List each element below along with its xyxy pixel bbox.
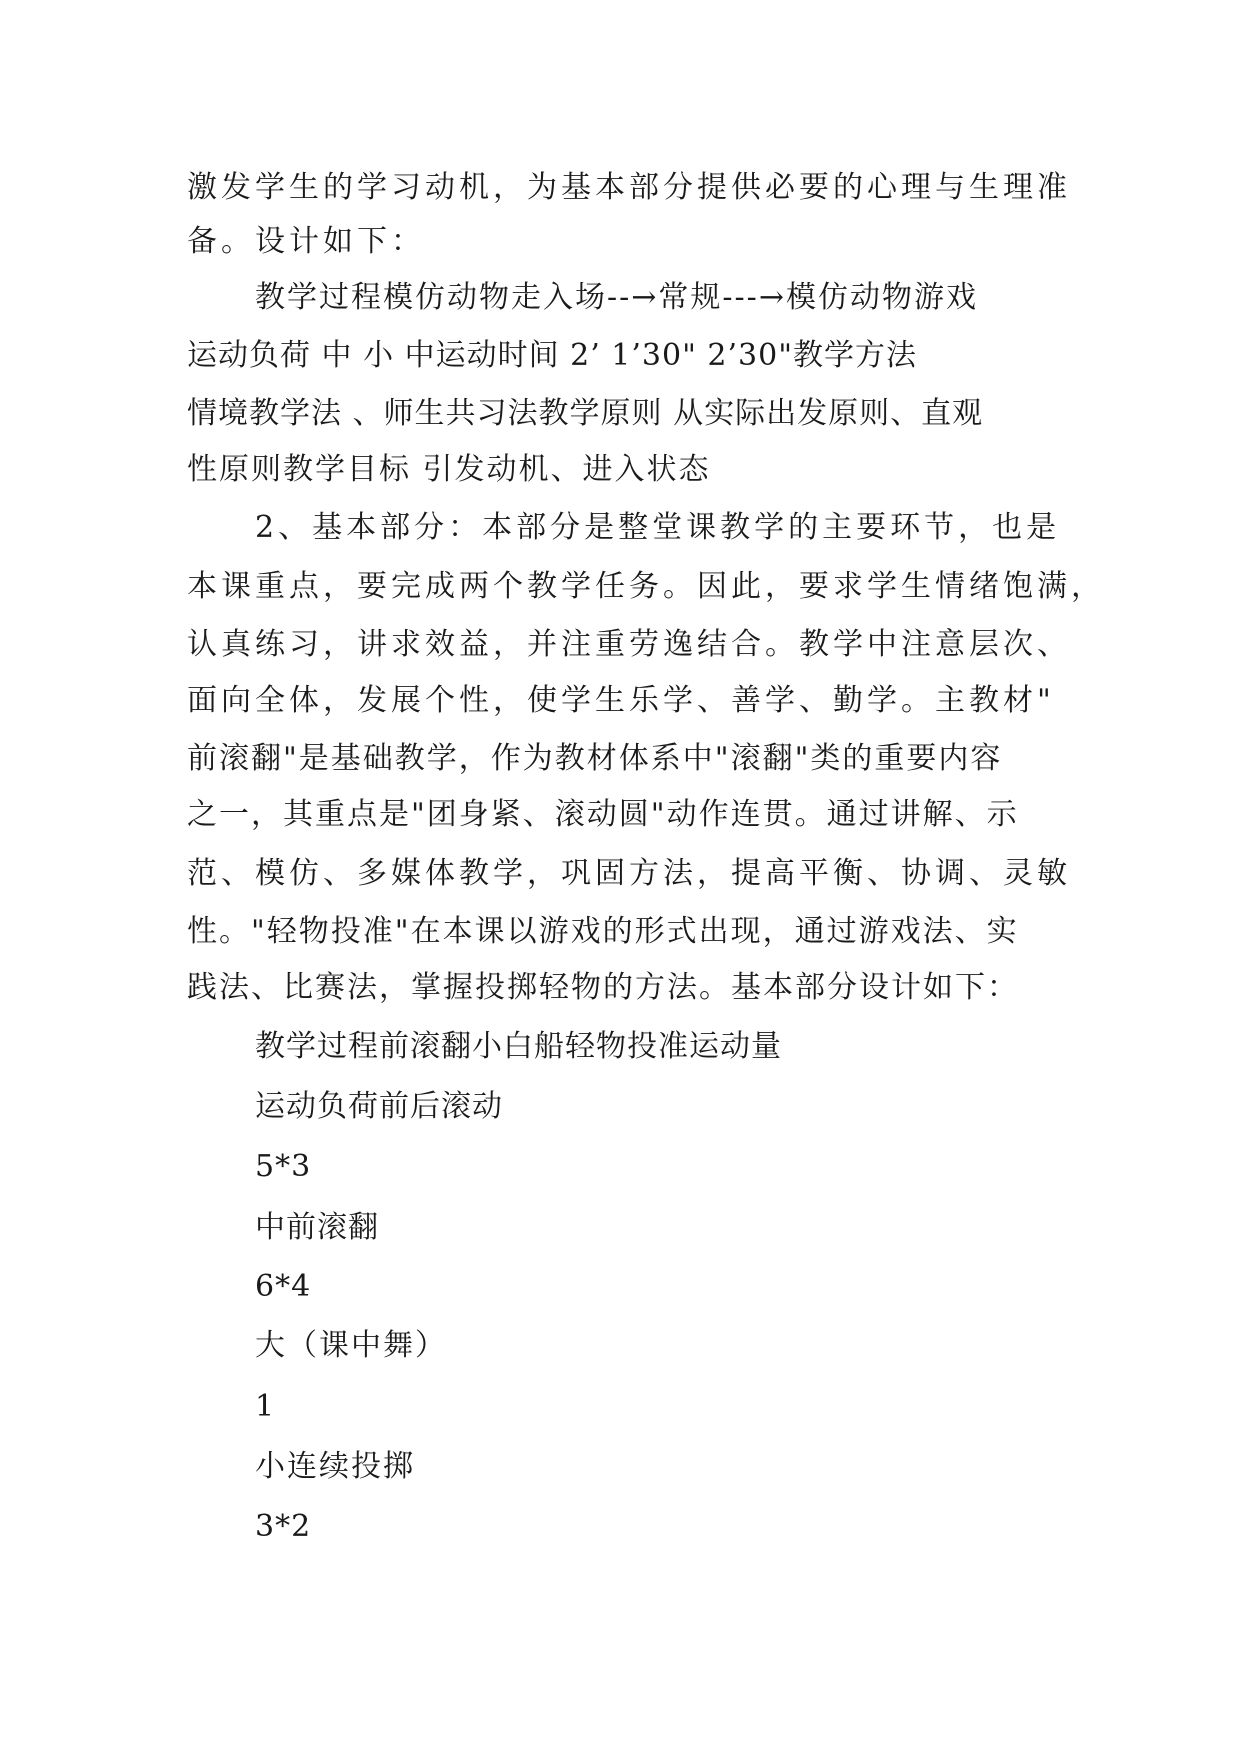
paragraph-line: 范、模仿、多媒体教学，巩固方法，提高平衡、协调、灵敏 <box>187 856 1071 891</box>
paragraph-line: 前滚翻"是基础教学，作为教材体系中"滚翻"类的重要内容 <box>187 741 1003 776</box>
paragraph-line: 面向全体，发展个性，使学生乐学、善学、勤学。主教材" <box>187 683 1055 718</box>
list-item: 中前滚翻 <box>255 1210 379 1245</box>
list-item: 教学过程前滚翻小白船轻物投准运动量 <box>255 1029 782 1064</box>
list-item: 运动负荷前后滚动 <box>255 1089 503 1124</box>
list-item: 6*4 <box>255 1269 312 1304</box>
paragraph-line: 教学过程模仿动物走入场--→常规---→模仿动物游戏 <box>255 280 978 315</box>
paragraph-line: 性原则教学目标 引发动机、进入状态 <box>187 452 711 487</box>
paragraph-line: 之一，其重点是"团身紧、滚动圆"动作连贯。通过讲解、示 <box>187 797 1019 832</box>
paragraph-line: 运动负荷 中 小 中运动时间 2’ 1’30" 2’30"教学方法 <box>187 338 918 373</box>
paragraph-line: 认真练习，讲求效益，并注重劳逸结合。教学中注意层次、 <box>187 627 1071 662</box>
paragraph-line: 践法、比赛法，掌握投掷轻物的方法。基本部分设计如下： <box>187 970 1019 1005</box>
list-item: 5*3 <box>255 1149 312 1184</box>
paragraph-line: 情境教学法 、师生共习法教学原则 从实际出发原则、直观 <box>187 396 984 431</box>
list-item: 1 <box>255 1389 276 1424</box>
paragraph-line: 备。设计如下： <box>187 224 425 259</box>
paragraph-line: 2、基本部分：本部分是整堂课教学的主要环节，也是 <box>255 510 1061 545</box>
list-item: 3*2 <box>255 1509 312 1544</box>
paragraph-line: 性。"轻物投准"在本课以游戏的形式出现，通过游戏法、实 <box>187 914 1019 949</box>
paragraph-line: 本课重点，要完成两个教学任务。因此，要求学生情绪饱满， <box>187 569 1105 604</box>
list-item: 大（课中舞） <box>255 1328 447 1363</box>
list-item: 小连续投掷 <box>255 1449 415 1484</box>
paragraph-line: 激发学生的学习动机，为基本部分提供必要的心理与生理准 <box>187 170 1071 205</box>
